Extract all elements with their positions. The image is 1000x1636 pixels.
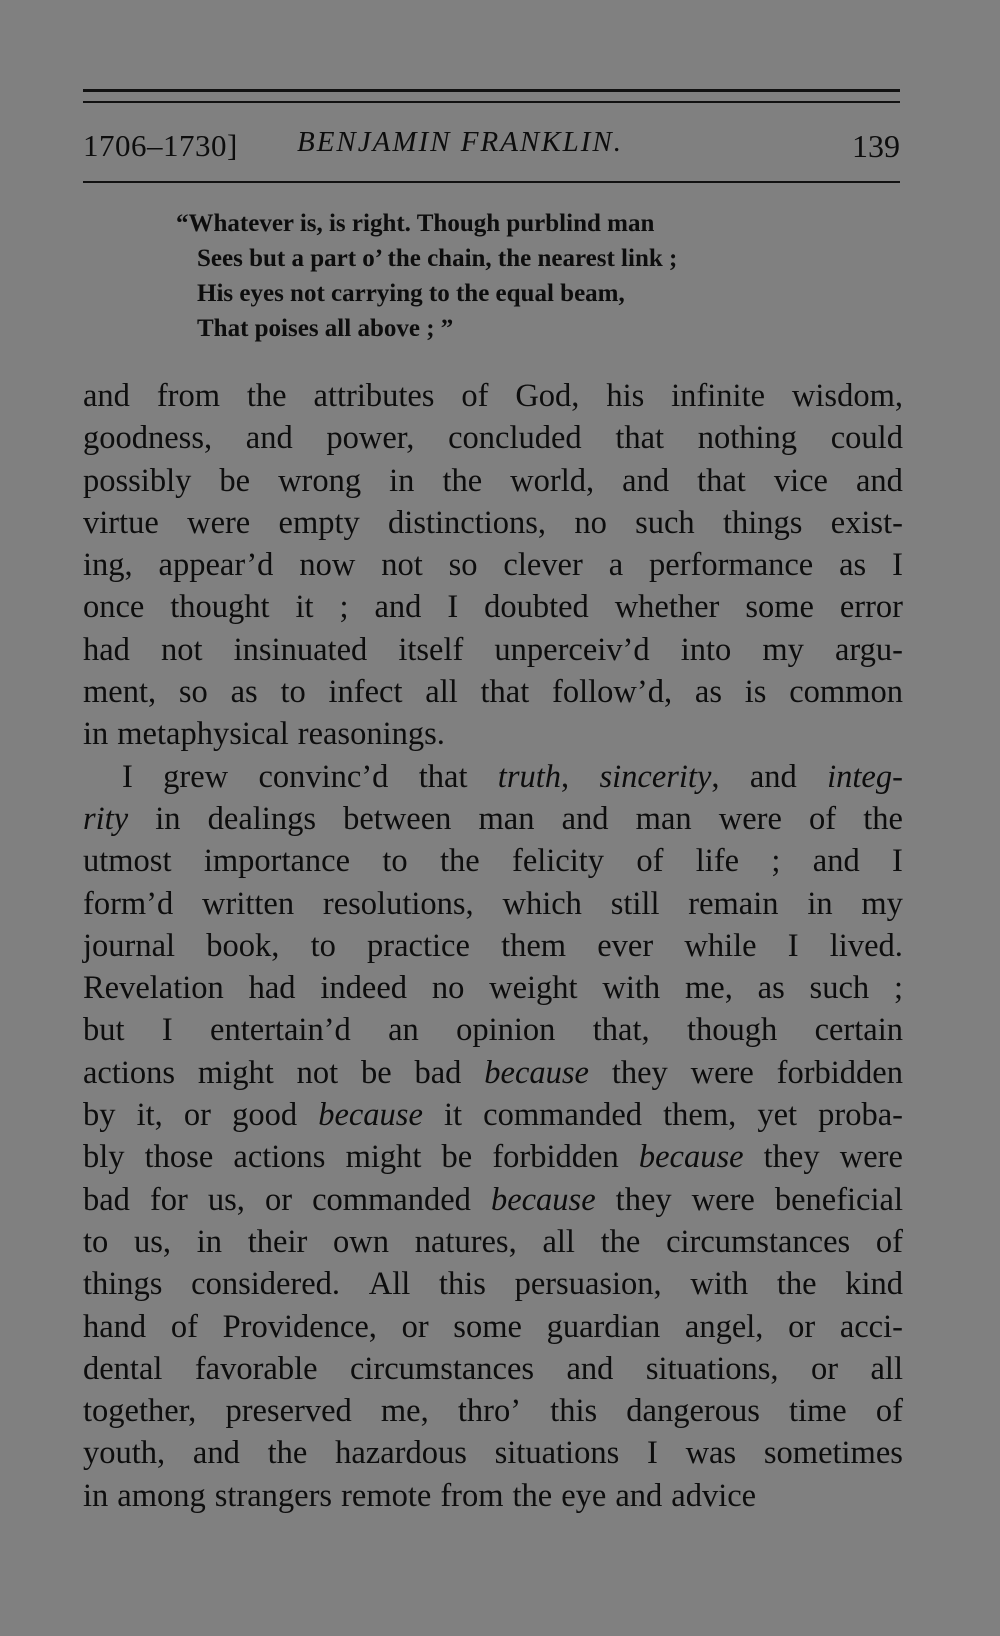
word: thro’ [457, 1393, 522, 1430]
text-line [83, 967, 903, 1009]
word: because [484, 1054, 589, 1091]
word: not [296, 1054, 339, 1091]
word: or [264, 1181, 293, 1218]
word: were [839, 1139, 903, 1176]
word: I [447, 589, 459, 626]
word: with [690, 1266, 749, 1303]
word: or [401, 1308, 429, 1345]
word: time [788, 1393, 847, 1430]
word: lived. [829, 927, 903, 964]
word: Providence, [222, 1308, 377, 1345]
word: and [622, 462, 670, 499]
word: I [122, 758, 133, 795]
word: those [144, 1139, 214, 1176]
word: itself [398, 631, 464, 668]
quote-line: That poises all above ; ” [197, 315, 454, 342]
word: the [776, 1266, 817, 1303]
word: weight [489, 970, 578, 1007]
word: because [638, 1139, 744, 1176]
word: practice [367, 927, 470, 964]
word: commanded [483, 1097, 643, 1134]
text-line [83, 798, 903, 840]
text-line [83, 544, 903, 586]
text-line [83, 925, 903, 967]
word: such [635, 504, 695, 541]
word: now [299, 547, 356, 584]
word: as [694, 674, 722, 711]
word: his [606, 378, 645, 414]
word: them, [663, 1097, 737, 1134]
word: ; [339, 589, 349, 626]
word: it, [136, 1097, 163, 1134]
word: bad [414, 1054, 462, 1091]
word: a [608, 547, 624, 584]
word: Revelation [83, 970, 224, 1007]
word: and [566, 1350, 614, 1387]
word: all [870, 1350, 903, 1387]
word: by [83, 1097, 116, 1134]
word: All [368, 1266, 411, 1303]
word: because [318, 1097, 423, 1134]
word: that [480, 674, 530, 711]
word: common [789, 674, 903, 711]
word: and [245, 420, 293, 457]
word: written [202, 885, 295, 922]
word: not [161, 631, 203, 668]
word: and [615, 1477, 663, 1514]
word: sometimes [763, 1435, 903, 1472]
word: wisdom, [791, 378, 903, 414]
word: goodness, [83, 420, 213, 457]
word: form’d [83, 885, 174, 922]
word: dangerous [626, 1393, 760, 1430]
word: rity [83, 800, 129, 837]
word: as [757, 970, 785, 1007]
text-line [83, 713, 903, 755]
word: I [161, 1012, 173, 1049]
word: the [600, 1223, 641, 1260]
word: the [863, 800, 903, 837]
text-line [83, 586, 903, 628]
word: such [809, 970, 870, 1007]
word: they [611, 1054, 668, 1091]
word: of [875, 1393, 903, 1430]
word: journal [83, 927, 176, 964]
word: man [478, 800, 535, 837]
word: but [83, 1012, 125, 1049]
word: argu- [835, 631, 903, 668]
word: sincerity, [599, 758, 720, 795]
word: as [230, 674, 258, 711]
word: dealings [207, 800, 316, 837]
word: beneficial [774, 1181, 903, 1218]
word: hand [83, 1308, 147, 1345]
word: things [722, 504, 803, 541]
text-line [83, 883, 903, 925]
word: truth, [497, 758, 570, 795]
word: this [438, 1266, 486, 1303]
word: or [788, 1308, 816, 1345]
word: because [490, 1181, 596, 1218]
word: be [441, 1139, 473, 1176]
text-line [83, 1263, 903, 1305]
word: guardian [546, 1308, 661, 1345]
text-line [83, 1009, 903, 1051]
word: indeed [320, 970, 407, 1007]
word: so [448, 547, 478, 584]
word: us, [207, 1181, 245, 1218]
word: they [763, 1139, 820, 1176]
word: of [461, 378, 489, 414]
word: it [444, 1097, 463, 1134]
word: the [512, 1477, 553, 1514]
word: strangers [214, 1477, 333, 1514]
word: me, [380, 1393, 429, 1430]
word: commanded [312, 1181, 471, 1218]
word: had [83, 631, 130, 668]
text-line [83, 756, 903, 798]
word: dental [83, 1350, 163, 1387]
word: advice [671, 1477, 757, 1514]
text-line [83, 417, 903, 459]
word: importance [203, 843, 351, 880]
word: it [295, 589, 314, 626]
text-line [83, 502, 903, 544]
word: to [382, 843, 408, 880]
word: were [718, 800, 782, 837]
word: in [389, 462, 415, 499]
word: power, [326, 420, 415, 457]
word: possibly [83, 462, 192, 499]
word: be [219, 462, 251, 499]
word: forbidden [776, 1054, 903, 1091]
word: unperceiv’d [494, 631, 650, 668]
word: my [861, 885, 903, 922]
word: us, [134, 1223, 172, 1260]
word: once [83, 589, 145, 626]
text-line [83, 1221, 903, 1263]
word: that [697, 462, 746, 499]
word: for [149, 1181, 188, 1218]
word: book, [206, 927, 280, 964]
word: and [192, 1435, 240, 1472]
word: doubted [484, 589, 589, 626]
header-date-range: 1706–1730] [83, 128, 238, 163]
word: me, [685, 970, 733, 1007]
word: reasonings. [297, 716, 445, 753]
word: follow’d, [552, 674, 673, 711]
word: God, [515, 378, 580, 414]
word: exist- [830, 504, 903, 541]
word: proba- [818, 1097, 903, 1134]
word: of [636, 843, 664, 880]
word: bad [83, 1181, 130, 1218]
word: yet [757, 1097, 798, 1134]
word: ment, [83, 674, 157, 711]
word: certain [814, 1012, 903, 1049]
word: and [749, 758, 797, 795]
word: from [440, 1477, 504, 1514]
word: situations, [645, 1350, 779, 1387]
word: the [246, 378, 287, 414]
text-line [83, 1348, 903, 1390]
word: integ- [827, 758, 903, 795]
text-line [83, 1094, 903, 1136]
word: circumstances [349, 1350, 535, 1387]
word: remain [688, 885, 779, 922]
word: own [333, 1223, 390, 1260]
word: or [810, 1350, 839, 1387]
word: utmost [83, 843, 172, 880]
word: actions [233, 1139, 326, 1176]
word: to [310, 927, 336, 964]
word: together, [83, 1393, 197, 1430]
word: and [561, 800, 609, 837]
text-line [83, 1136, 903, 1178]
word: in [83, 1477, 109, 1514]
word: virtue [83, 504, 159, 541]
word: angel, [684, 1308, 764, 1345]
word: of [809, 800, 837, 837]
word: among [117, 1477, 206, 1514]
quote-line: Sees but a part o’ the chain, the nearest link ; [197, 245, 678, 272]
word: clever [503, 547, 583, 584]
word: remote [341, 1477, 432, 1514]
word: infect [328, 674, 403, 711]
word: concluded [448, 420, 582, 457]
word: that [418, 758, 468, 795]
text-line [83, 671, 903, 713]
word: and [83, 378, 130, 414]
word: in [83, 716, 109, 753]
word: man [635, 800, 692, 837]
word: bly [83, 1139, 125, 1176]
word: I [892, 547, 903, 584]
text-line [83, 1306, 903, 1348]
word: considered. [191, 1266, 341, 1303]
text-line [83, 1432, 903, 1474]
word: be [360, 1054, 392, 1091]
word: that, [592, 1012, 650, 1049]
word: appear’d [158, 547, 274, 584]
header-top-rule-thin [83, 101, 900, 103]
word: while [684, 927, 757, 964]
word: error [839, 589, 903, 626]
word: and [856, 462, 903, 499]
word: insinuated [233, 631, 368, 668]
word: circumstances [666, 1223, 851, 1260]
word: empty [278, 504, 360, 541]
word: I [646, 1435, 658, 1472]
word: hazardous [335, 1435, 467, 1472]
word: kind [845, 1266, 903, 1303]
word: or [183, 1097, 211, 1134]
word: is [744, 674, 767, 711]
word: preserved [225, 1393, 352, 1430]
word: performance [649, 547, 814, 584]
word: felicity [512, 843, 605, 880]
word: I [892, 843, 903, 880]
word: the [439, 843, 480, 880]
word: in [807, 885, 833, 922]
word: were [691, 1181, 755, 1218]
word: resolutions, [322, 885, 474, 922]
word: between [343, 800, 452, 837]
word: and [374, 589, 422, 626]
word: all [425, 674, 458, 711]
header-title: BENJAMIN FRANKLIN. [297, 126, 623, 158]
text-line [83, 1390, 903, 1432]
word: the [442, 462, 483, 499]
word: not [381, 547, 423, 584]
word: things [83, 1266, 163, 1303]
word: ; [771, 843, 781, 880]
header-top-rule-thick [83, 89, 900, 92]
word: from [156, 378, 221, 414]
word: so [178, 674, 208, 711]
header-bottom-rule [83, 181, 900, 183]
word: were [187, 504, 251, 541]
word: favorable [194, 1350, 318, 1387]
word: life [695, 843, 740, 880]
word: entertain’d [210, 1012, 351, 1049]
text-line [83, 1475, 903, 1517]
word: ing, [83, 547, 133, 584]
word: good [232, 1097, 298, 1134]
verse-quotation [176, 206, 856, 346]
word: no [431, 970, 465, 1007]
word: nothing [697, 420, 798, 457]
text-line [83, 629, 903, 671]
word: had [248, 970, 296, 1007]
word: their [247, 1223, 308, 1260]
word: natures, [414, 1223, 517, 1260]
word: of [875, 1223, 903, 1260]
running-header [83, 120, 900, 166]
word: youth, [83, 1435, 166, 1472]
word: whether [614, 589, 720, 626]
word: no [574, 504, 607, 541]
page-number: 139 [852, 128, 900, 164]
word: that [615, 420, 665, 457]
quote-line: His eyes not carrying to the equal beam, [197, 280, 625, 307]
word: ever [597, 927, 654, 964]
word: situations [494, 1435, 620, 1472]
word: some [745, 589, 814, 626]
word: the [267, 1435, 308, 1472]
text-line [83, 1052, 903, 1094]
word: acci- [839, 1308, 903, 1345]
word: they [615, 1181, 672, 1218]
word: grew [163, 758, 229, 795]
word: into [680, 631, 732, 668]
word: though [686, 1012, 778, 1049]
word: which [502, 885, 582, 922]
word: attributes [313, 378, 435, 414]
word: were [690, 1054, 754, 1091]
word: as [839, 547, 867, 584]
word: wrong [278, 462, 362, 499]
body-text [83, 375, 903, 1517]
word: with [602, 970, 661, 1007]
word: actions [83, 1054, 176, 1091]
word: to [83, 1223, 109, 1260]
quote-line: “Whatever is, is right. Though purblind man [176, 210, 655, 237]
word: still [610, 885, 660, 922]
word: persuasion, [514, 1266, 662, 1303]
text-line [83, 460, 903, 502]
word: distinctions, [388, 504, 547, 541]
word: thought [170, 589, 270, 626]
word: could [830, 420, 903, 457]
text-line [83, 840, 903, 882]
word: in [196, 1223, 223, 1260]
word: vice [773, 462, 828, 499]
word: eye [561, 1477, 607, 1514]
word: I [787, 927, 799, 964]
word: some [453, 1308, 522, 1345]
word: my [762, 631, 804, 668]
text-line [83, 1179, 903, 1221]
word: convinc’d [258, 758, 389, 795]
text-line [83, 375, 903, 417]
word: world, [510, 462, 595, 499]
word: this [550, 1393, 598, 1430]
word: all [542, 1223, 575, 1260]
word: forbidden [492, 1139, 619, 1176]
word: ; [893, 970, 903, 1007]
word: might [197, 1054, 274, 1091]
word: an [388, 1012, 419, 1049]
word: to [280, 674, 306, 711]
word: in [155, 800, 181, 837]
word: opinion [456, 1012, 556, 1049]
word: metaphysical [117, 716, 289, 753]
word: was [685, 1435, 737, 1472]
word: and [812, 843, 860, 880]
word: of [170, 1308, 198, 1345]
word: them [501, 927, 567, 964]
word: might [345, 1139, 422, 1176]
word: infinite [671, 378, 766, 414]
